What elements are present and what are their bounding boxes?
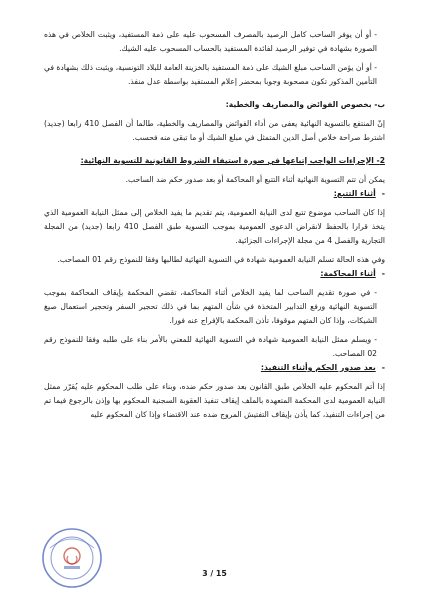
paragraph: - أو أن يوفر الساحب كامل الرصيد بالمصرف المسحوب عليه على ذمة المستفيد، ويثبت الخلاص في هذه الصورة بشهادة في توفير الرصيد لفائدة المستفيد بالحساب المسحوب عليه الشيك. xyxy=(44,30,377,53)
subheading-text: بعد صدور الحكم وأثناء التنفيذ: xyxy=(260,363,376,372)
paragraph: - في صورة تقديم الساحب لما يفيد الخلاص أثناء المحاكمة، تقضي المحكمة بإيقاف المحاكمة بموجب التسوية النهائية ورفع التدابير المتخذة في شأن المتهم بما في ذلك تحجير السفر وتحجير استعمال صيغ الشيكات، وإذا كان المتهم موقوفا، تأذن المحكمة بالإفراج عنه فورا. xyxy=(44,288,377,325)
paragraph: - أو أن يؤمن الساحب مبلغ الشيك على ذمة المستفيد بالخزينة العامة للبلاد التونسية، ويثبت ذلك بشهادة في التأمين المذكور تكون مصحوبة وجوبا بمحضر إعلام المستفيد بواسطة عدل منفذ. xyxy=(44,63,377,86)
subheading-text: أثناء المحاكمة: xyxy=(320,269,376,278)
page-number: 3 / 15 xyxy=(202,569,227,578)
subheading: -بعد صدور الحكم وأثناء التنفيذ: xyxy=(260,363,385,372)
paragraph: يمكن أن تتم التسوية النهائية أثناء التتبع أو المحاكمة أو بعد صدور حكم ضد الساحب. xyxy=(125,175,385,184)
paragraph: - ويسلم ممثل النيابة العمومية شهادة في التسوية النهائية للمعني بالأمر بناء على طلبه وفقا للنموذج رقم 02 المصاحب. xyxy=(44,335,377,358)
paragraph: وفي هذه الحالة تسلم النيابة العمومية شهادة في التسوية النهائية لطالبها وفقا للنموذج رقم 01 المصاحب. xyxy=(57,255,385,264)
subheading-text: أثناء التتبع: xyxy=(333,189,376,198)
section-heading: ب- بخصوص الفوائض والمصاريف والخطية: xyxy=(225,100,385,109)
official-seal-icon xyxy=(40,526,104,590)
section-heading: 2- الإجراءات الواجب إتباعها في صورة استيفاء الشروط القانونية للتسوية النهائية: xyxy=(80,156,385,165)
paragraph: إذا أتم المحكوم عليه الخلاص طبق القانون بعد صدور حكم ضده، وبناء على طلب المحكوم عليه يُقرّر ممثل النيابة العمومية لدى المحكمة المتعهدة بالملف إيقاف تنفيذ العقوبة السجنية المحكوم بها وإذن بالرجوع فيما تم من إجراءات التنفيذ، كما يأذن بإيقاف التفتيش المروج ضده عند الاقتضاء وإذا كان المحكوم عليه xyxy=(44,382,385,419)
page-body xyxy=(44,28,385,422)
subheading: -أثناء التتبع: xyxy=(333,189,385,198)
subheading: -أثناء المحاكمة: xyxy=(320,269,385,278)
paragraph: إذا كان الساحب موضوع تتبع لدى النيابة العمومية، يتم تقديم ما يفيد الخلاص إلى ممثل النيابة العمومية الذي يتخذ قرارا بالحفظ لانقراض الدعوى العمومية بموجب التسوية طبق الفصل 410 رابعا (جديد) من المجلة التجارية والفصل 4 من مجلة الإجراءات الجزائية. xyxy=(44,208,385,245)
paragraph: إنّ المنتفع بالتسوية النهائية يعفى من أداء الفوائض والمصاريف والخطية، طالما أن الفصل 410 رابعا (جديد) اشترط صراحة خلاص أصل الدين المتمثل في مبلغ الشيك أو ما تبقى منه فحسب. xyxy=(44,119,385,142)
